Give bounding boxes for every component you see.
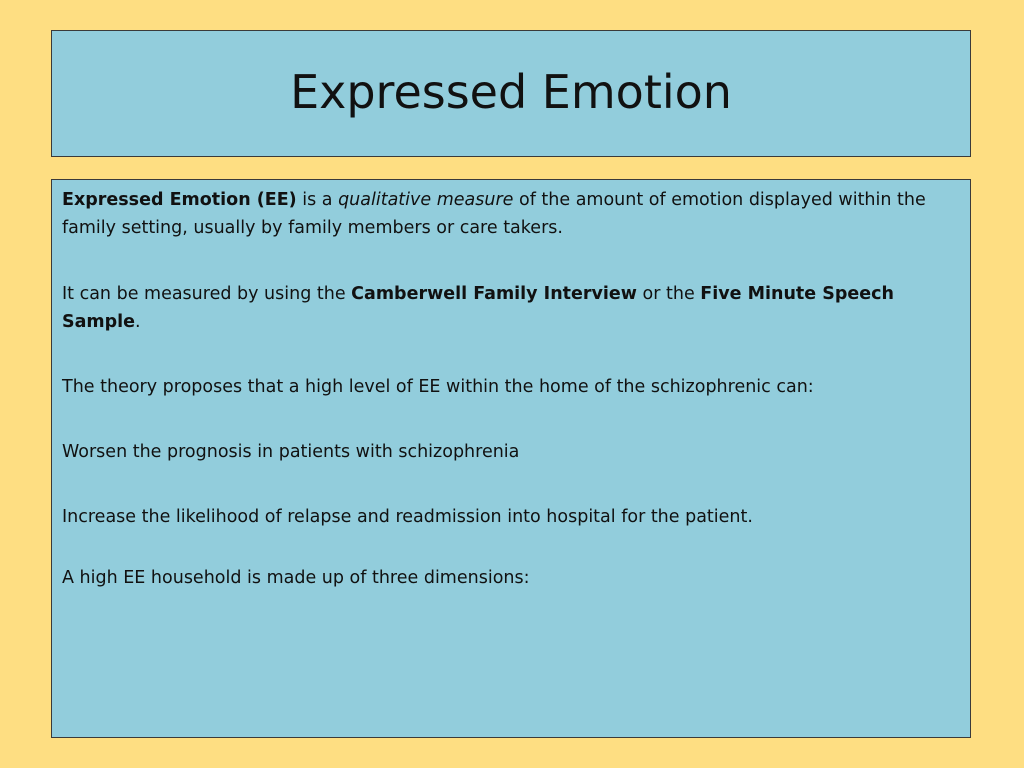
slide-title: Expressed Emotion: [290, 64, 732, 119]
prognosis-paragraph: Worsen the prognosis in patients with schizophrenia: [62, 442, 520, 462]
measurement-paragraph: [62, 280, 950, 336]
text-run: is a: [296, 190, 339, 210]
text-run: or the: [636, 284, 701, 304]
definition-paragraph: [62, 186, 950, 242]
dimensions-paragraph: A high EE household is made up of three dimensions:: [62, 568, 530, 588]
term-five-minute-speech-sample: Five Minute Speech Sample: [62, 284, 894, 332]
content-box: [51, 179, 971, 738]
text-run: of the amount of emotion displayed within the family setting, usually by family members or care takers.: [62, 190, 926, 238]
title-box: [51, 30, 971, 157]
term-expressed-emotion: Expressed Emotion (EE): [62, 190, 297, 210]
text-run: .: [135, 312, 141, 332]
relapse-paragraph: Increase the likelihood of relapse and readmission into hospital for the patient.: [62, 507, 753, 527]
term-camberwell-family-interview: Camberwell Family Interview: [351, 284, 637, 304]
theory-paragraph: The theory proposes that a high level of EE within the home of the schizophrenic can:: [62, 377, 814, 397]
emphasis-qualitative-measure: qualitative measure: [338, 190, 514, 210]
text-run: It can be measured by using the: [62, 284, 352, 304]
